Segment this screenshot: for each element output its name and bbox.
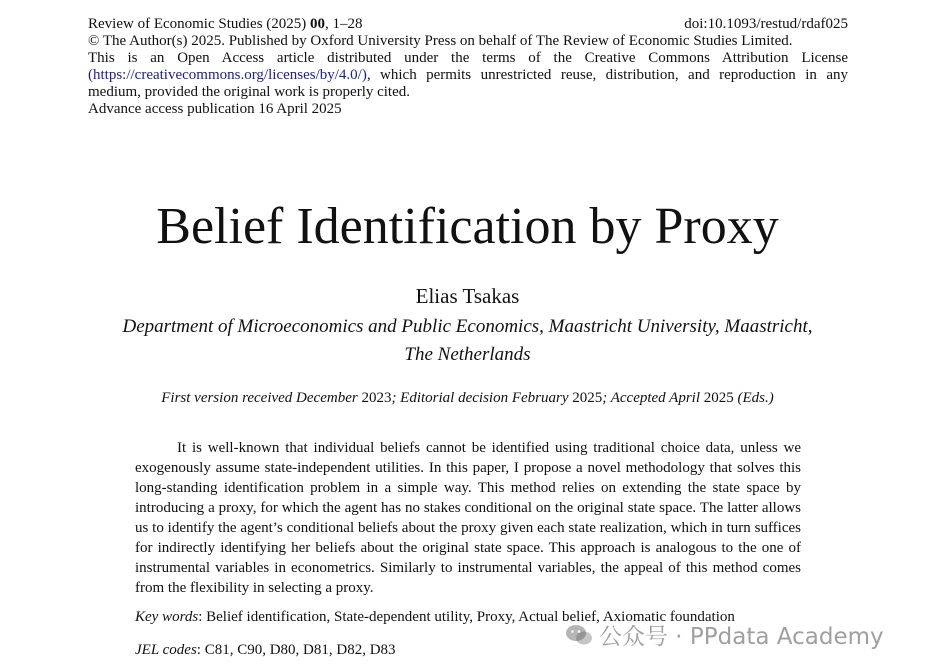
license-text: , which permits unrestricted reuse, distribution, and reproduction in any	[366, 67, 848, 83]
jel-label: JEL codes	[135, 642, 197, 658]
advance-access: Advance access publication 16 April 2025	[88, 101, 342, 117]
affiliation-line-2: The Netherlands	[404, 344, 531, 365]
volume-number: 00	[310, 16, 326, 32]
watermark	[565, 618, 884, 651]
decision-text: ; Editorial decision February	[391, 390, 573, 406]
journal-citation	[88, 16, 363, 33]
accepted-year: 2025	[703, 390, 734, 406]
doi: doi:10.1093/restud/rdaf025	[684, 16, 848, 32]
author-name: Elias Tsakas	[415, 284, 520, 308]
page-range: , 1–28	[325, 16, 363, 32]
affiliation-line-1: Department of Microeconomics and Public Economics, Maastricht University, Maastricht,	[122, 316, 813, 337]
received-text: First version received December	[161, 390, 362, 406]
submission-history	[0, 390, 935, 407]
keywords-label: Key words	[135, 609, 199, 625]
watermark-text: 公众号 · PPdata Academy	[599, 624, 884, 650]
journal-name: Review of Economic Studies (2025)	[88, 16, 311, 32]
license-line-2	[88, 67, 848, 84]
abstract: It is well-known that individual beliefs cannot be identified using traditional choice data, unless we exogenously assume state-independent utilities. In this paper, I propose a novel methodology that solves this long-standing identification problem in a simple way. This method relies on extending the state space by introducing a proxy, for which the agent has no stakes conditional on the original state space. The latter allows us to identify the agent’s conditional beliefs about the proxy given each state realization, which in turn suffices for indirectly identifying her beliefs about the original state space. This approach is analogous to the one of instrumental variables in econometrics. Similarly to instrumental variables, the appeal of this method comes from the flexibility in selecting a proxy.	[135, 440, 801, 596]
license-link[interactable]: (https://creativecommons.org/licenses/by/4.0/)	[88, 67, 367, 83]
keywords-list: : Belief identification, State-dependent utility, Proxy, Actual belief, Axiomatic foundation	[198, 609, 735, 625]
citation-line	[88, 16, 848, 33]
wechat-icon	[565, 623, 593, 647]
license-line-1: This is an Open Access article distributed under the terms of the Creative Commons Attribution License	[88, 50, 848, 66]
received-year: 2023	[361, 390, 392, 406]
paper-title: Belief Identification by Proxy	[156, 198, 779, 255]
decision-year: 2025	[572, 390, 603, 406]
accepted-text: ; Accepted April	[602, 390, 704, 406]
copyright-line: © The Author(s) 2025. Published by Oxford University Press on behalf of The Review of Economic Studies Limited.	[88, 33, 793, 49]
eds-text: (Eds.)	[733, 390, 774, 406]
jel-codes	[135, 642, 396, 659]
jel-list: : C81, C90, D80, D81, D82, D83	[196, 642, 396, 658]
license-line-3: medium, provided the original work is properly cited.	[88, 84, 411, 100]
article-header	[88, 16, 848, 118]
affiliation	[0, 313, 935, 369]
